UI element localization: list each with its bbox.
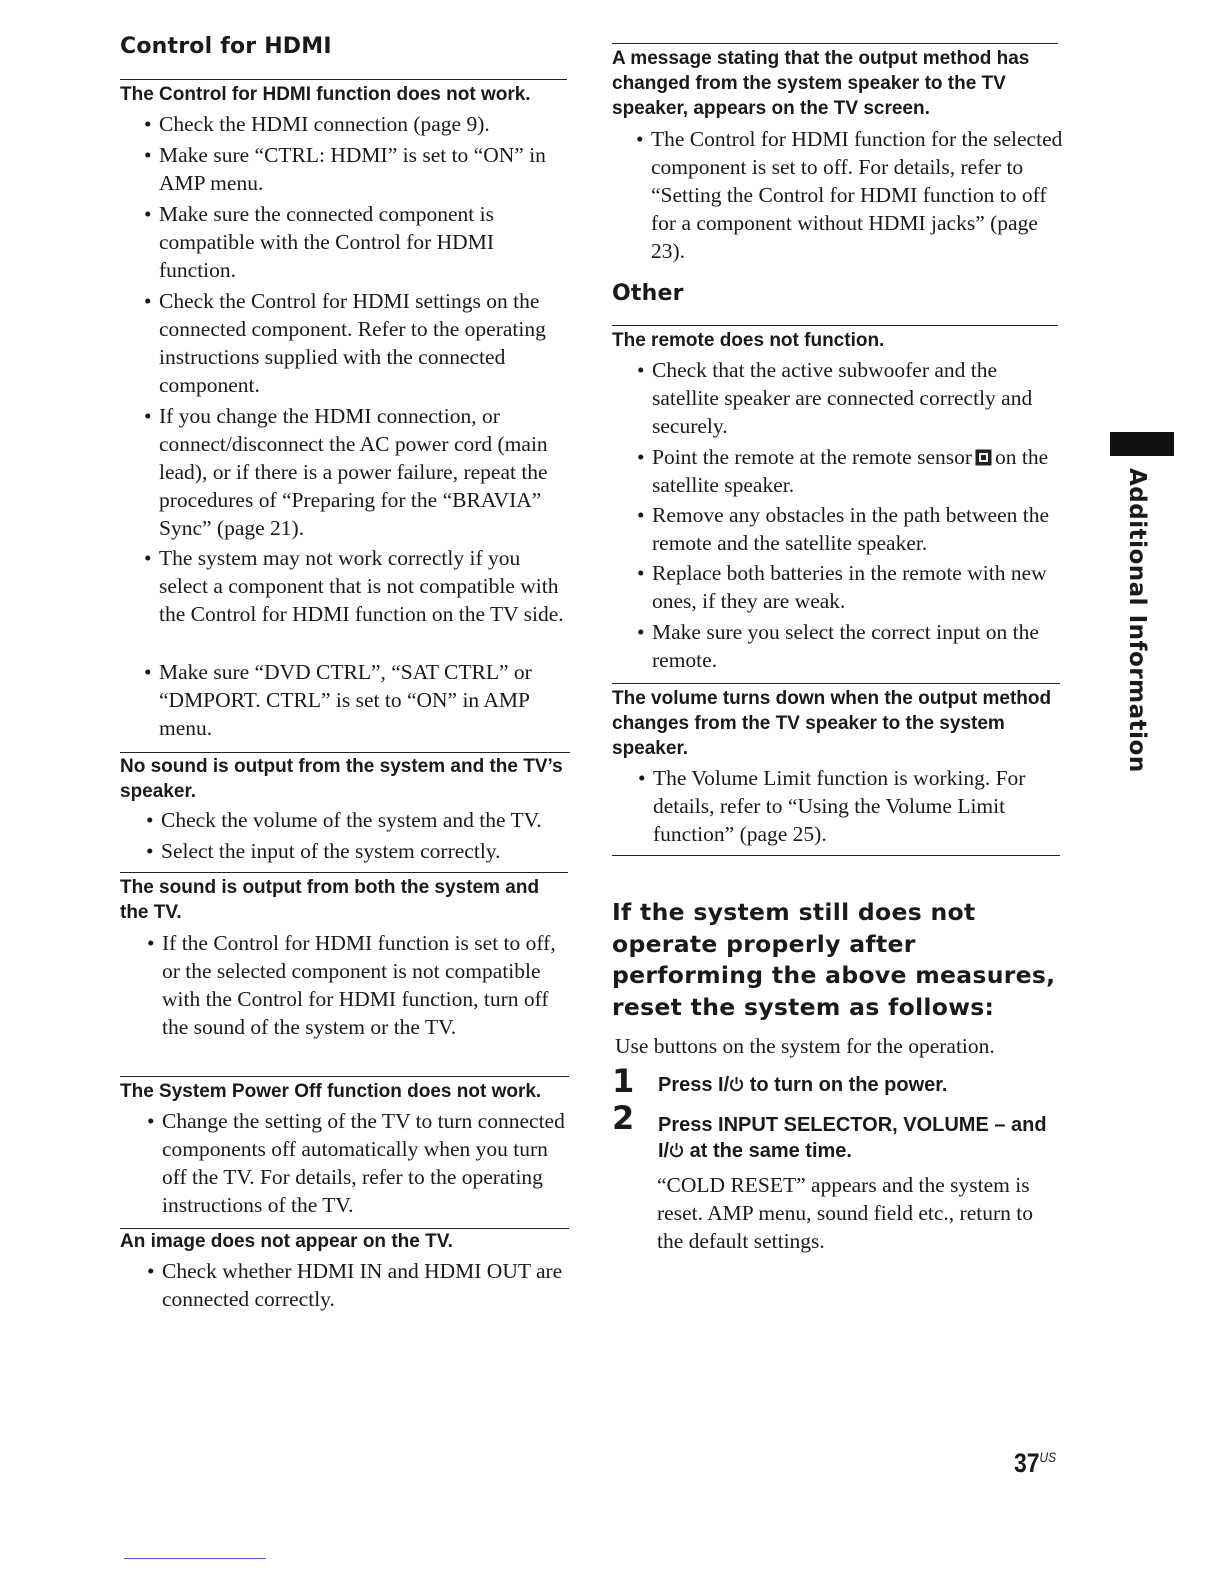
section-title-other: Other [612, 281, 684, 306]
list-item: • Check the HDMI connection (page 9). [159, 110, 574, 138]
list-item: • If the Control for HDMI function is set to off, or the selected component is not compatible with the Control for HDMI function, turn off the sound of the system or the TV. [162, 929, 572, 1041]
list-item: • If you change the HDMI connection, or connect/disconnect the AC power cord (main lead), or if there is a power failure, repeat the procedures of “Preparing for the “BRAVIA” Sync” (page 21). [159, 402, 574, 542]
question-power-off: The System Power Off function does not work. [120, 1081, 542, 1102]
list-item: • Make sure the connected component is compatible with the Control for HDMI function. [159, 200, 539, 284]
divider [612, 43, 1058, 44]
step-number: 1 [612, 1062, 635, 1100]
divider [120, 1076, 569, 1077]
power-icon [729, 1076, 744, 1092]
question-no-sound: No sound is output from the system and the TV’s speaker. [120, 756, 563, 802]
remote-sensor-icon [975, 449, 992, 466]
reset-result: “COLD RESET” appears and the system is reset. AMP menu, sound field etc., return to the default settings. [657, 1173, 1033, 1253]
section-title-control-for-hdmi: Control for HDMI [120, 34, 332, 59]
list-item: • Remove any obstacles in the path between the remote and the satellite speaker. [652, 501, 1062, 557]
divider [120, 79, 567, 80]
list-item: • Replace both batteries in the remote with new ones, if they are weak. [652, 559, 1062, 615]
page-suffix: US [1039, 1449, 1057, 1465]
divider [120, 872, 568, 873]
divider [612, 683, 1060, 684]
divider [612, 855, 1060, 856]
list-item: • Check whether HDMI IN and HDMI OUT are connected correctly. [162, 1257, 567, 1313]
footer-line [124, 1558, 266, 1559]
divider [120, 752, 570, 753]
question-no-image: An image does not appear on the TV. [120, 1231, 453, 1252]
list-item: • Check that the active subwoofer and the satellite speaker are connected correctly and securely. [652, 356, 1062, 440]
question-volume-turns-down: The volume turns down when the output method changes from the TV speaker to the system speaker. [612, 688, 1052, 759]
list-item: • Point the remote at the remote sensor on the satellite speaker. [652, 443, 1062, 499]
list-item: • Change the setting of the TV to turn connected components off automatically when you turn off the TV. For details, refer to the operating instructions of the TV. [162, 1107, 572, 1219]
list-item: • Select the input of the system correctly. [161, 837, 581, 865]
list-item: • The Control for HDMI function for the selected component is set to off. For details, refer to “Setting the Control for HDMI function to off for a component without HDMI jacks” (page 23). [651, 125, 1063, 265]
list-item: • Make sure “DVD CTRL”, “SAT CTRL” or “DMPORT. CTRL” is set to “ON” in AMP menu. [159, 658, 574, 742]
question-output-method-message: A message stating that the output method has changed from the system speaker to the TV speaker, appears on the TV screen. [612, 48, 1030, 119]
question-hdmi-not-work: The Control for HDMI function does not work. [120, 84, 531, 105]
question-sound-both: The sound is output from both the system and the TV. [120, 877, 540, 923]
step-instruction: Press INPUT SELECTOR, VOLUME – and I/ at the same time. [658, 1114, 1047, 1162]
list-item: • Make sure you select the correct input on the remote. [652, 618, 1062, 674]
step-number: 2 [612, 1099, 635, 1137]
list-item: • Check the Control for HDMI settings on the connected component. Refer to the operating instructions supplied with the connected component. [159, 287, 574, 399]
reset-heading: If the system still does not operate properly after performing the above measures, reset the system as follows: [612, 898, 1056, 1021]
step-instruction: Press I/ to turn on the power. [658, 1074, 948, 1096]
question-remote-not-function: The remote does not function. [612, 330, 885, 351]
power-icon [669, 1142, 684, 1158]
side-tab-label: Additional Information [1124, 468, 1150, 773]
page-number: $37^{US}$ [1014, 1448, 1057, 1478]
divider [612, 325, 1058, 326]
side-tab-marker [1110, 432, 1174, 456]
list-item: • The Volume Limit function is working. For details, refer to “Using the Volume Limit function” (page 25). [653, 764, 1065, 848]
list-item: • Make sure “CTRL: HDMI” is set to “ON” in AMP menu. [159, 141, 574, 197]
list-item: • Check the volume of the system and the TV. [161, 806, 581, 834]
list-item: • The system may not work correctly if you select a component that is not compatible with the Control for HDMI function on the TV side. [159, 544, 574, 628]
reset-intro: Use buttons on the system for the operation. [615, 1034, 995, 1058]
